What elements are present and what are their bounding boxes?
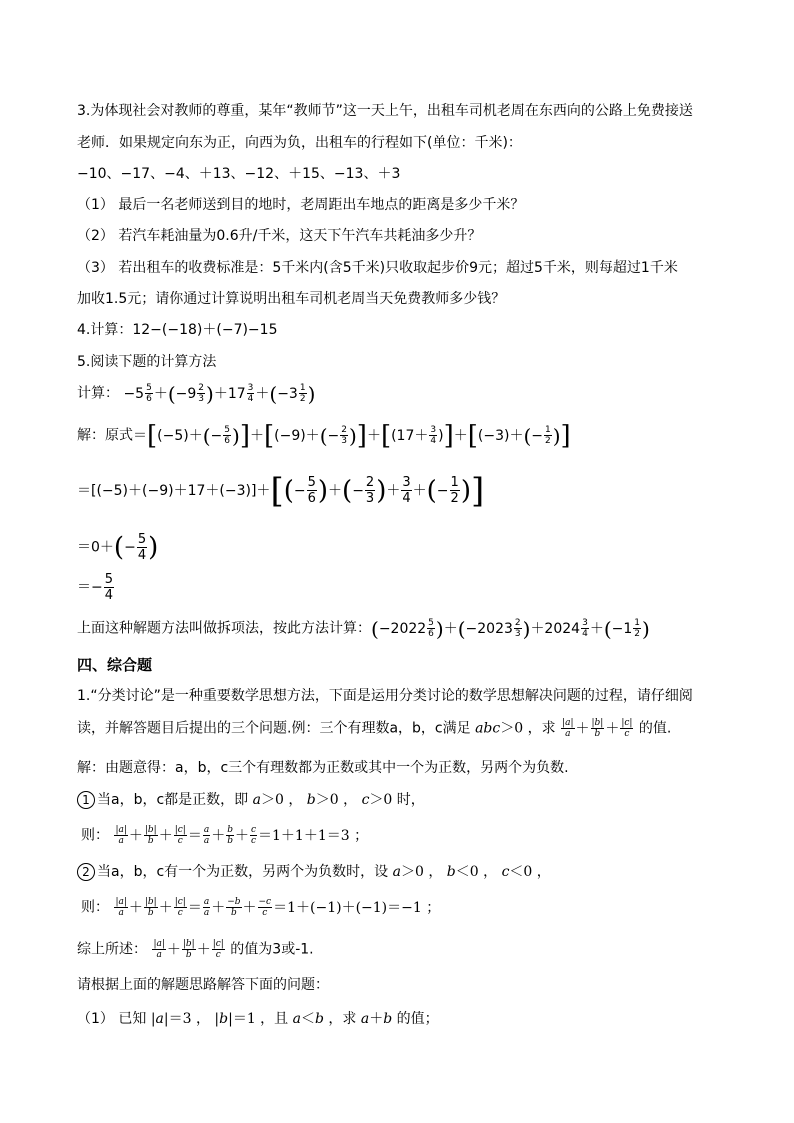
problem-5-title: 5.阅读下题的计算方法 [77,354,217,370]
math-expression: −5 $\frac{5}{6}$ ＋(−9 $\frac{2}{3}$ )＋17 $\frac{3}{4}$ ＋(−3 $\frac{1}{2}$ ) [123,381,316,406]
solution-intro: 解：由题意得：a，b，c三个有理数都为正数或其中一个为正数，另两个为负数. [77,760,569,776]
case-1: 1 当a，b，c都是正数，即 a＞0 ， b＞0 ， c＞0 时， [77,790,425,810]
problem-3-question-3-cont: 加收1.5元；请你通过计算说明出租车司机老周当天免费教师多少钱？ [77,291,506,307]
solution-step-2 [77,470,485,511]
circled-number-2: 2 [77,863,95,881]
fraction: $\frac{5}{4}$ [104,572,114,603]
problem-3-line-2: 老师．如果规定向东为正，向西为负，出租车的行程如下(单位：千米)： [77,135,522,151]
comprehensive-problem-line-2: 读，并解答题目后提出的三个问题.例：三个有理数a，b，c满足 abc＞0 ，求 $\frac{|a|}{a}$ ＋ $\frac{|b|}{b}$ ＋ $\frac{|c|}{c}$ 的值. [77,718,672,739]
problem-5-task: 上面这种解题方法叫做拆项法，按此方法计算：(−2022 $\frac{5}{6}$ )＋(−2023 $\frac{2}{3}$ )＋2024 $\frac{3}{4}$ ＋(−1 $\frac{1}{2}$ ) [77,616,650,641]
instruction: 请根据上面的解题思路解答下面的问题： [77,977,329,993]
problem-3-question-1: （1） 最后一名老师送到目的地时，老周距出车地点的距离是多少千米？ [77,197,525,213]
fraction: $\frac{5}{4}$ [137,532,147,563]
case-2: 2 当a，b，c有一个为正数，另两个为负数时，设 a＞0 ， b＜0 ， c＜0 ， [77,862,551,882]
problem-3-question-3: （3） 若出租车的收费标准是：5千米内(含5千米)只收取起步价9元；超过5千米，则每超过1千米 [77,260,678,276]
summary: 综上所述： $\frac{|a|}{a}$ ＋ $\frac{|b|}{b}$ ＋ $\frac{|c|}{c}$ 的值为3或-1. [77,939,314,960]
math-expression: |a|＝3 ， |b|＝1 ，且 a＜b ，求 a＋b [150,1011,393,1027]
math-expression: ＝[(−5)＋(−9)＋17＋(−3)]＋[(− $\frac{5}{6}$ )＋(− $\frac{2}{3}$ )＋ $\frac{3}{4}$ ＋(− $\frac{1}{2}$ )] [77,470,485,511]
math-expression: $\frac{|a|}{a}$ ＋ $\frac{|b|}{b}$ ＋ $\frac{|c|}{c}$ ＝ $\frac{a}{a}$ ＋ $\frac{-b}{b}$ ＋ $\frac{-c}{c}$ ＝1＋(−1)＋(−1)＝−1 ； [115,897,441,918]
problem-5-expression: 计算： −5 $\frac{5}{6}$ ＋(−9 $\frac{2}{3}$ )＋17 $\frac{3}{4}$ ＋(−3 $\frac{1}{2}$ ) [77,381,316,406]
math-expression: a＞0 ， b＜0 ， c＜0 ， [392,864,551,880]
problem-3-line-1: 3.为体现社会对教师的尊重，某年“教师节”这一天上午，出租车司机老周在东西向的公路上免费接送 [77,103,693,119]
solution-step-3: ＝0＋(− $\frac{5}{4}$ ) [77,532,159,563]
distance-list: −10、−17、−4、＋13、−12、＋15、−13、＋3 [77,166,401,182]
math-expression: a＞0 ， b＞0 ， c＞0 [252,792,393,808]
math-expression: $\frac{|a|}{a}$ ＋ $\frac{|b|}{b}$ ＋ $\frac{|c|}{c}$ ＝ $\frac{a}{a}$ ＋ $\frac{b}{b}$ ＋ $\frac{c}{c}$ ＝1＋1＋1＝3 ； [115,825,369,846]
section-heading: 四、综合题 [77,656,153,674]
solution-result: ＝− $\frac{5}{4}$ [77,572,114,603]
problem-4: 4.计算：12−(−18)＋(−7)−15 [77,322,278,338]
question-1: （1） 已知 |a|＝3 ， |b|＝1 ，且 a＜b ，求 a＋b 的值； [77,1011,439,1027]
math-expression: abc＞0 [475,720,524,737]
case-1-computation: 则： $\frac{|a|}{a}$ ＋ $\frac{|b|}{b}$ ＋ $\frac{|c|}{c}$ ＝ $\frac{a}{a}$ ＋ $\frac{b}{b}$ ＋ $\frac{c}{c}$ ＝1＋1＋1＝3 ； [81,825,369,846]
math-expression: $\frac{|a|}{a}$ ＋ $\frac{|b|}{b}$ ＋ $\frac{|c|}{c}$ [153,939,224,960]
circled-number-1: 1 [77,791,95,809]
problem-3-question-2: （2） 若汽车耗油量为0.6升/千米，这天下午汽车共耗油多少升？ [77,228,482,244]
solution-step-1: 解：原式＝[(−5)＋(− $\frac{5}{6}$ )]＋[(−9)＋(− $\frac{2}{3}$ )]＋[(17＋ $\frac{3}{4}$ )]＋[(−3)＋(− $\frac{1}{2}$ )] [77,420,571,451]
comprehensive-problem-line-1: 1.“分类讨论”是一种重要数学思想方法，下面是运用分类讨论的数学思想解决问题的过程，请仔细阅 [77,688,693,704]
case-2-computation: 则： $\frac{|a|}{a}$ ＋ $\frac{|b|}{b}$ ＋ $\frac{|c|}{c}$ ＝ $\frac{a}{a}$ ＋ $\frac{-b}{b}$ ＋ $\frac{-c}{c}$ ＝1＋(−1)＋(−1)＝−1 ； [81,897,441,918]
math-expression: ＝[(−5)＋(− $\frac{5}{6}$ )]＋[(−9)＋(− $\frac{2}{3}$ )]＋[(17＋ $\frac{3}{4}$ )]＋[(−3)＋(− $\frac{1}{2}$ )] [133,420,571,451]
math-expression: (−2022 $\frac{5}{6}$ )＋(−2023 $\frac{2}{3}$ )＋2024 $\frac{3}{4}$ ＋(−1 $\frac{1}{2}$ ) [371,616,650,641]
math-expression: $\frac{|a|}{a}$ ＋ $\frac{|b|}{b}$ ＋ $\frac{|c|}{c}$ [562,718,633,739]
